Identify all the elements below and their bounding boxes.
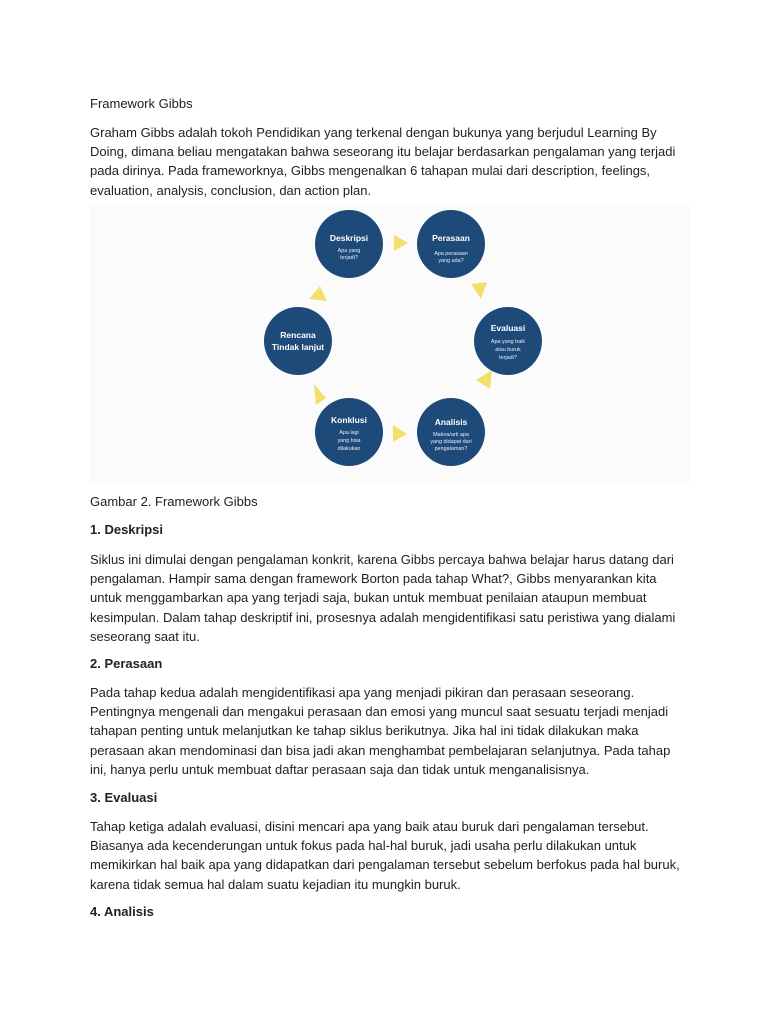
intro-paragraph: Graham Gibbs adalah tokoh Pendidikan yang terkenal dengan bukunya yang berjudul Learning By Doing, dimana beliau mengatakan bahwa seseorang itu belajar berdasarkan pengalaman yang terjadi pada dirinya. Pada frameworknya, Gibbs mengenalkan 6 tahapan mulai dari description, feelings, evaluation, analysis, conclusion, dan action plan. <box>90 125 676 198</box>
stage-konklusi-sub-3: dilakukan <box>337 446 361 452</box>
section-heading-deskripsi: 1. Deskripsi <box>90 522 163 537</box>
stage-perasaan-title: Perasaan <box>432 233 470 243</box>
stage-analisis-title: Analisis <box>434 417 468 427</box>
stage-evaluasi-sub-1: Apa yang baik <box>490 339 526 345</box>
document-title: Framework Gibbs <box>90 96 193 111</box>
stage-perasaan-sub-1: Apa perasaan <box>434 251 468 257</box>
figure-caption: Gambar 2. Framework Gibbs <box>90 494 258 509</box>
stage-perasaan <box>417 210 485 278</box>
section-body-deskripsi: Siklus ini dimulai dengan pengalaman konkrit, karena Gibbs percaya bahwa belajar harus datang dari pengalaman. Hampir sama dengan framework Borton pada tahap What?, Gibbs menyarankan kita untuk menggambarkan apa yang terjadi saja, bukan untuk membuat penilaian ataupun membuat kesimpulan. Dalam tahap deskriptif ini, prosesnya adalah mengidentifikasi satu peristiwa yang dialami seseorang saat itu. <box>90 552 676 644</box>
stage-rencana-title-2: Tindak lanjut <box>271 342 325 352</box>
stage-konklusi-sub-1: Apa lagi <box>339 430 359 436</box>
stage-deskripsi-title: Deskripsi <box>329 233 369 243</box>
stage-evaluasi-sub-2: atau buruk <box>495 347 521 353</box>
stage-analisis-sub-2: yang didapat dari <box>430 439 472 445</box>
stage-konklusi <box>315 398 383 466</box>
stage-deskripsi-sub-2: terjadi? <box>340 255 358 261</box>
cycle-arrow-5 <box>314 384 326 405</box>
stage-evaluasi <box>474 307 542 375</box>
stage-rencana <box>264 307 332 375</box>
cycle-arrow-6 <box>309 286 327 301</box>
stage-konklusi-sub-2: yang bisa <box>337 438 361 444</box>
cycle-arrow-4 <box>393 425 407 442</box>
stage-analisis-sub-1: Makna/arti apa <box>433 432 469 438</box>
stage-perasaan-sub-2: yang ada? <box>438 258 464 264</box>
cycle-arrow-2 <box>471 282 487 299</box>
stage-deskripsi <box>315 210 383 278</box>
stage-evaluasi-title: Evaluasi <box>490 323 526 333</box>
stage-analisis-sub-3: pengalaman? <box>434 446 468 452</box>
section-heading-evaluasi: 3. Evaluasi <box>90 790 158 805</box>
section-heading-analisis: 4. Analisis <box>90 904 154 919</box>
stage-rencana-title: Rencana <box>280 330 316 340</box>
section-heading-perasaan: 2. Perasaan <box>90 656 163 671</box>
stage-analisis <box>417 398 485 466</box>
section-body-evaluasi: Tahap ketiga adalah evaluasi, disini mencari apa yang baik atau buruk dari pengalaman tersebut. Biasanya ada kecenderungan untuk fokus pada hal-hal buruk, jadi usaha perlu dilakukan untuk memikirkan hal baik apa yang didapatkan dari pengalaman tersebut sebelum berfokus pada hal buruk, karena tidak semua hal dalam suatu kejadian itu mungkin buruk. <box>90 819 680 892</box>
gibbs-cycle-diagram <box>90 206 690 482</box>
stage-evaluasi-sub-3: terjadi? <box>499 355 517 361</box>
stage-deskripsi-sub-1: Apa yang <box>337 248 361 254</box>
cycle-arrow-1 <box>394 235 408 251</box>
cycle-arrow-3 <box>476 370 492 389</box>
stage-konklusi-title: Konklusi <box>331 415 367 425</box>
section-body-perasaan: Pada tahap kedua adalah mengidentifikasi apa yang menjadi pikiran dan perasaan seseorang. Pentingnya mengenali dan mengakui perasaan dan emosi yang muncul saat sesuatu terjadi menjadi tahapan penting untuk melanjutkan ke tahap siklus berikutnya. Jika hal ini tidak dilakukan maka perasaan akan mendominasi dan bisa jadi akan menghambat pembelajaran selanjutnya. Pada tahap ini, hanya perlu untuk membuat daftar perasaan saja dan tidak untuk menganalisisnya. <box>90 685 671 777</box>
